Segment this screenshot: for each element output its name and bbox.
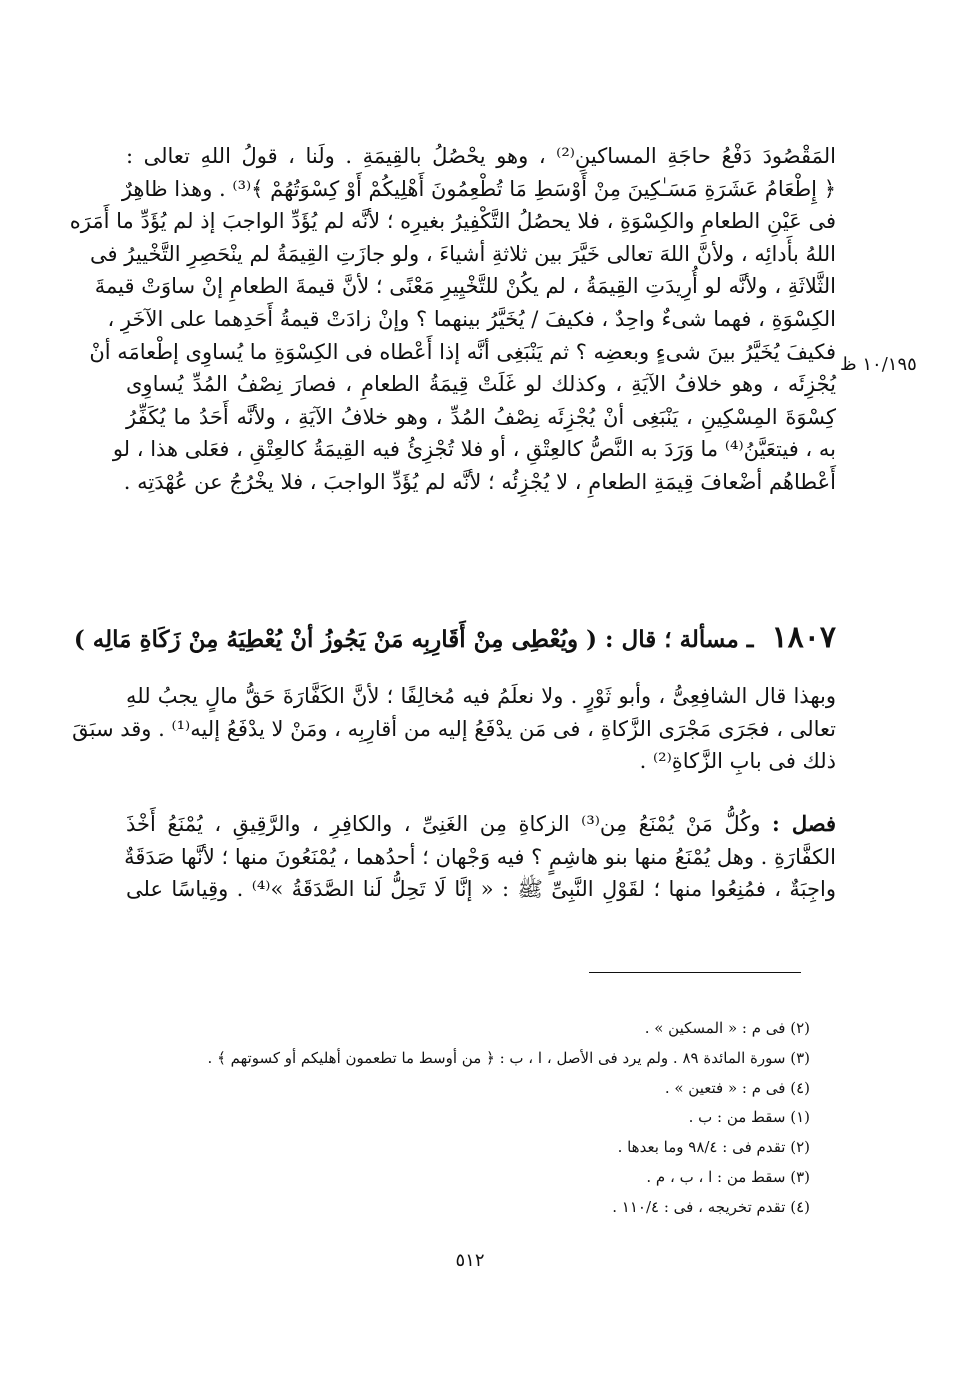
text-line: واجِبَةٌ ، فمُنِعُوا منها ؛ لقَوْلِ النَّبِىِّ ﷺ : « إنَّا لَا تَحِلُّ لَنا الصَّدَقَةُ »⁽⁴⁾ . وقِياسًا على (126, 877, 836, 902)
text-line: تعالى ، فجَرَى مَجْرَى الزَّكاةِ ، فى مَن يدْفَعُ إليه من أقارِبِه ، ومَنْ لا يدْفَعُ إليه⁽¹⁾ . وقد سبَقَ (72, 716, 836, 741)
text-line: المَقْصُودَ دَفْعُ حاجَةِ المساكينِ⁽²⁾ ، وهو يحْصُلُ بالقِيمَةِ . ولَنا ، قولُ اللهِ تعالى : (126, 144, 836, 168)
text-line: فكيفَ يُخَيَّرُ بينَ شىءٍ وبعضِه ؟ ثم يَنْبَغِى أنَّه إذا أَعْطاه فى الكِسْوَةِ ما يُساوِى إطْعامَه أنْ (89, 339, 836, 364)
heading-number: ١٨٠٧ (771, 620, 836, 655)
text-line: يُجْزِئَه ، وهو خلافُ الآيَةِ ، وكذلك لو غَلَتْ قِيمَةُ الطعامِ ، فصارَ نِصْفُ المُدِّ يُساوِى (126, 372, 836, 397)
text-line: الكفَّارَةِ . وهل يُمْنَعُ منها بنو هاشِمٍ ؟ فيه وَجْهان ؛ أحدُهما ، يُمْنَعُونَ منها ؛ لأنَّها صَدَقَةٌ (124, 844, 836, 869)
paragraph-2 (72, 680, 836, 778)
fasl-line-text: وكُلُّ مَنْ يُمْنَعُ مِن⁽³⁾ الزكاةِ مِن الغَنِىِّ ، والكافِرِ ، والرَّقِيقِ ، يُمْنَعُ أَخْذَ (126, 812, 761, 836)
section-heading (73, 620, 836, 658)
footnote: (٢) تقدم فى : ٩٨/٤ وما بعدها . (617, 1138, 810, 1157)
text-line: أَعْطاهُم أضْعافَ قِيمَةِ الطعامِ ، لا يُجْزِئُه ؛ لأنَّه لم يُؤَدِّ الواجبَ ، فلا يخْرُجُ عن عُهْدَتِه . (123, 469, 836, 494)
text-line: ذلك فى بابِ الزَّكاةِ⁽²⁾ . (639, 749, 836, 774)
footnote-separator (589, 972, 801, 973)
text-line: به ، فيتعَيَّنُ⁽⁴⁾ ما وَرَدَ به النَّصُّ كالعِتْقِ ، أو فلا تُجْزِئُ فيه القِيمَةُ كالعِتْقِ ، فعَلى هذا ، لو (112, 437, 836, 462)
text-line: الثَّلاثَةِ ، ولأنَّه لو أُرِيدَتِ القِيمَةُ ، لم يكُنْ للتَّخْيِيرِ مَعْنًى ؛ لأنَّ قيمةَ الطعامِ إنْ ساوَتْ قيمةَ (94, 274, 836, 299)
footnote: (٢) فى م : « المسكين » . (644, 1019, 810, 1037)
footnote: (٤) تقدم تخريجه ، فى : ١١٠/٤ . (612, 1197, 810, 1216)
page-number: ٥١٢ (455, 1250, 485, 1271)
footnote: (١) سقط من : ب . (688, 1108, 810, 1127)
footnote: (٤) فى م : « فتعين » . (664, 1078, 810, 1097)
footnotes (150, 1014, 810, 1223)
paragraph-1 (69, 140, 836, 499)
footnote: (٣) سورة المائدة ٨٩ . ولم يرد فى الأصل ، ا ، ب : ﴿ من أوسط ما تطعمون أهليكم أو كسوتهم ﴾ . (207, 1048, 810, 1067)
text-line: الكِسْوَةِ ، فهما شىءٌ واحِدٌ ، فكيفَ / يُخَيَّرُ بينهما ؟ وإنْ زادَتْ قيمةُ أَحَدِهما على الآخَرِ ، (107, 306, 836, 331)
footnote: (٣) سقط من : ا ، ب ، م . (646, 1167, 810, 1186)
text-line: ﴿ إِطْعَامُ عَشَرَةِ مَسَـٰكِينَ مِنْ أَوْسَطِ مَا تُطْعِمُونَ أَهْلِيكُمْ أَوْ كِسْوَتُهُمْ ﴾⁽³⁾ . وهذا ظاهِرٌ (121, 176, 836, 201)
paragraph-3 (126, 808, 836, 906)
heading-text: ـ مسألة ؛ قال : ( ويُعْطِى مِنْ أَقَارِبِه مَنْ يَجُوزُ أنْ يُعْطِيَهُ مِنْ زَكَاةِ مَالِه ) (73, 626, 754, 653)
text-line (126, 808, 836, 841)
text-line: فى عَيْنِ الطعامِ والكِسْوَةِ ، فلا يحصُلُ التَّكْفِيرُ بغيرِه ؛ لأنَّه لم يُؤَدِّ الواجبَ إذ لم يُؤَدِّ ما أَمَرَه (69, 209, 836, 234)
text-line: اللهُ بأَدائِه ، ولأنَّ اللهَ تعالى خَيَّرَ بين ثلاثةِ أشياءَ ، ولو جازَتِ القِيمَةُ لم ينْحَصِرِ التَّخْييرُ فى (90, 241, 836, 266)
text-line: كِسْوَةَ المِسْكِينِ ، يَنْبَغِى أنْ يُجْزِئَه نِصْفُ المُدِّ ، وهو خلافُ الآيَةِ ، ولأنَّه أَحَدُ ما يُكَفِّرُ (126, 404, 836, 429)
text-line: وبهذا قال الشافِعِىُّ ، وأبو ثَوْرٍ . ولا نعلَمُ فيه مُخالِفًا ؛ لأنَّ الكَفَّارَةَ حَقُّ مالٍ يجبُ للهِ (126, 684, 836, 708)
fasl-label: فصل : (771, 811, 836, 836)
margin-folio-note: ١٠/١٩٥ ظ (840, 354, 917, 375)
